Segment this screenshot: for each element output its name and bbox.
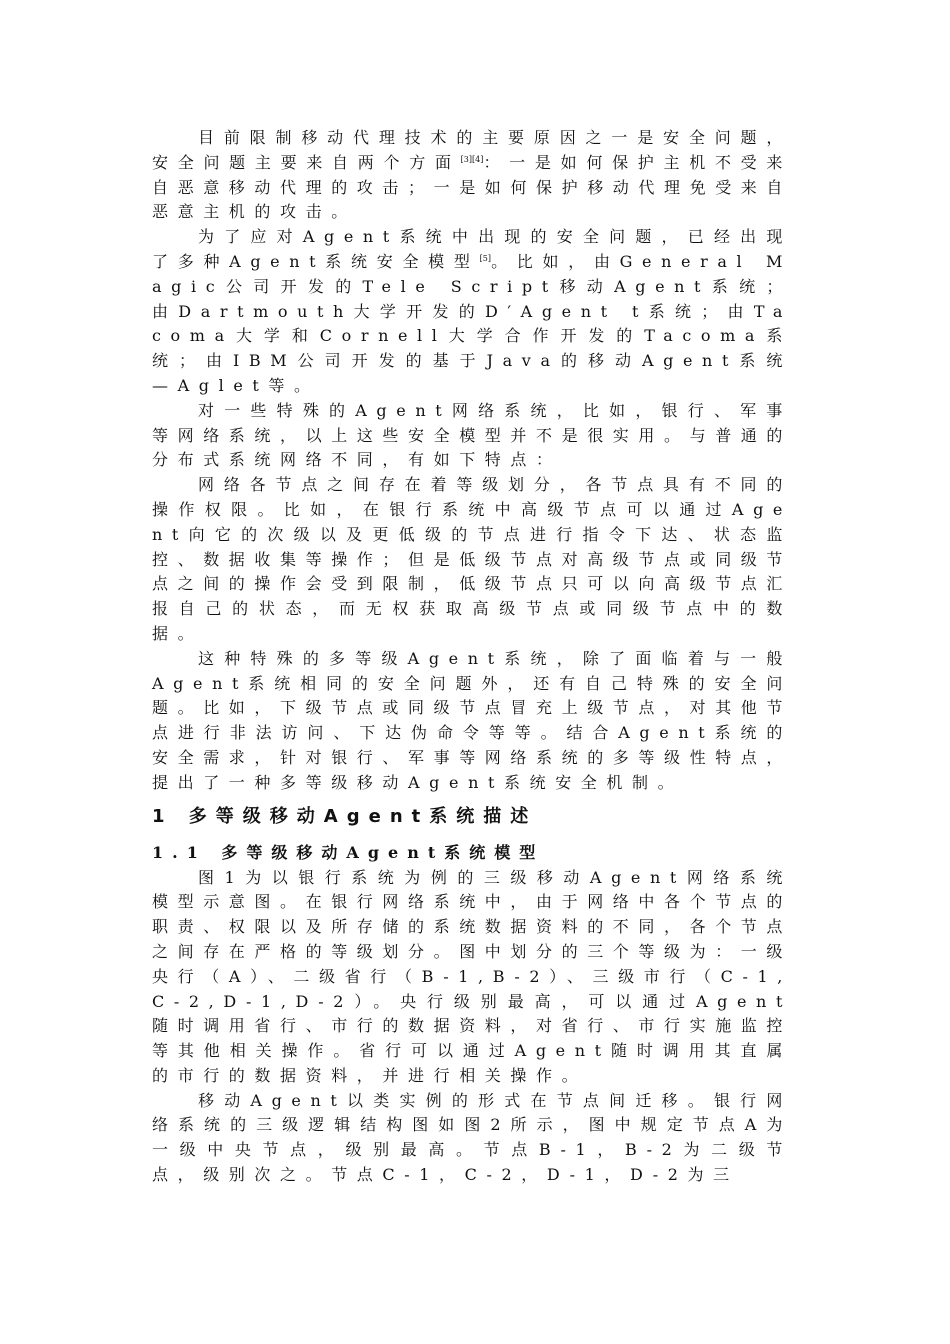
paragraph-security-models	[152, 225, 792, 399]
paragraph-text: 为了应对Agent系统中出现的安全问题，已经出现了多种Agent系统安全模型	[152, 227, 792, 271]
paragraph-text: ：一是如何保护主机不受来自恶意移动代理的攻击；一是如何保护移动代理免受来自恶意主机的攻击。	[152, 152, 793, 222]
paragraph-agent-migration: 移动Agent以类实例的形式在节点间迁移。银行网络系统的三级逻辑结构图如图2所示，图中规定节点A为一级中央节点，级别最高。节点B-1，B-2为二级节点，级别次之。节点C-1，C-2，D-1，D-2为三	[152, 1090, 792, 1185]
paragraph-node-levels: 网络各节点之间存在着等级划分，各节点具有不同的操作权限。比如，在银行系统中高级节点可以通过Agent向它的次级以及更低级的节点进行指令下达、状态监控、数据收集等操作；但是低级节点对高级节点或同级节点之间的操作会受到限制，低级节点只可以向高级节点汇报自己的状态，而无权获取高级节点或同级节点中的数据。	[152, 475, 793, 643]
text-column	[152, 126, 792, 1188]
paragraph-text: 。比如，由General Magic公司开发的Tele Script移动Agent系统；由Dartmouth大学开发的D′Agent t系统；由Tacoma大学和Cornell大学合作开发的Tacoma系统；由IBM公司开发的基于Java的移动Agent系统—Aglet等。	[152, 251, 792, 395]
paragraph-multilevel-security: 这种特殊的多等级Agent系统，除了面临着与一般Agent系统相同的安全问题外，还有自己特殊的安全问题。比如，下级节点或同级节点冒充上级节点，对其他节点进行非法访问、下达伪命令等等。结合Agent系统的安全需求，针对银行、军事等网络系统的多等级性特点，提出了一种多等级移动Agent系统安全机制。	[152, 648, 793, 792]
subsection-heading: 1.1 多等级移动Agent系统模型	[152, 842, 545, 862]
citation-ref: [3][4]	[460, 154, 484, 164]
paragraph-security-reasons	[152, 126, 792, 225]
paragraph-special-networks: 对一些特殊的Agent网络系统，比如，银行、军事等网络系统，以上这些安全模型并不是很实用。与普通的分布式系统网络不同，有如下特点：	[152, 400, 793, 470]
citation-ref: [5]	[479, 253, 491, 263]
paragraph-bank-model: 图1为以银行系统为例的三级移动Agent网络系统模型示意图。在银行网络系统中，由于网络中各个节点的职责、权限以及所存储的系统数据资料的不同，各个节点之间存在严格的等级划分。图中划分的三个等级为：一级央行（A）、二级省行（B-1,B-2）、三级市行（C-1,C-2,D-1,D-2）。央行级别最高，可以通过Agent随时调用省行、市行的数据资料，对省行、市行实施监控等其他相关操作。省行可以通过Agent随时调用其直属的市行的数据资料，并进行相关操作。	[152, 867, 793, 1085]
paragraph-text: 目前限制移动代理技术的主要原因之一是安全问题，安全问题主要来自两个方面	[152, 128, 792, 172]
section-heading: 1 多等级移动Agent系统描述	[152, 805, 538, 827]
